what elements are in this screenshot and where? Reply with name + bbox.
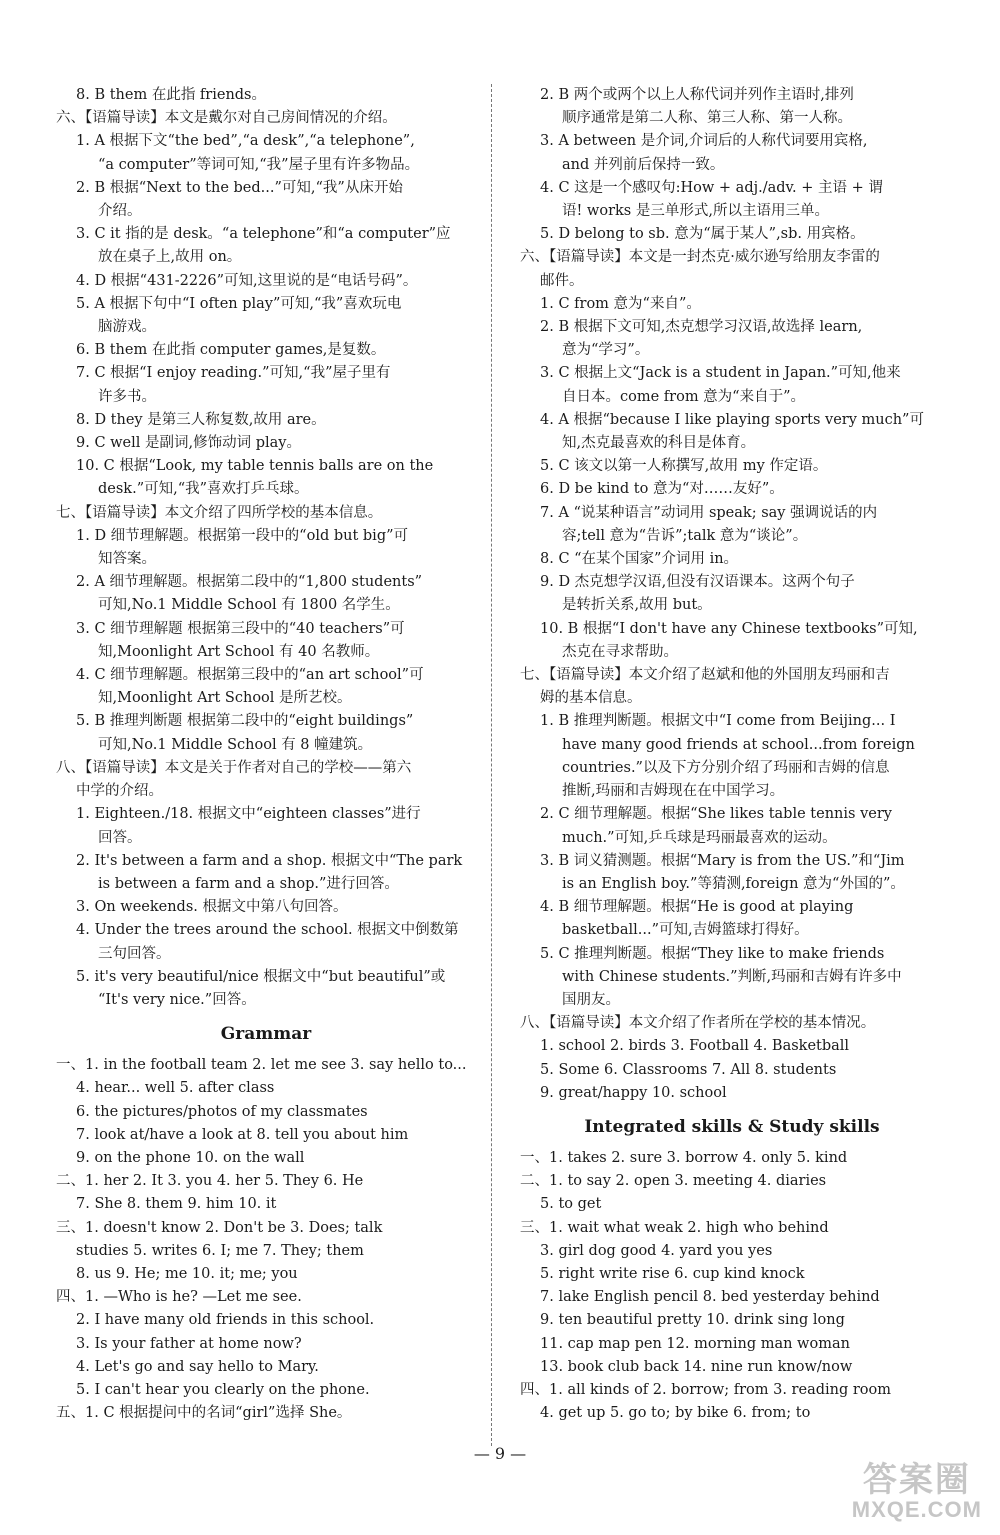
- answer-line: 五、1. C 根据提问中的名词“girl”选择 She。: [56, 1405, 352, 1422]
- answer-line: 自日本。come from 意为“来自于”。: [562, 388, 806, 405]
- answer-line: 六、【语篇导读】本文是一封杰克·威尔逊写给朋友李雷的: [520, 249, 880, 266]
- answer-line: 9. on the phone 10. on the wall: [76, 1149, 305, 1166]
- answer-line: 顺序通常是第二人称、第三人称、第一人称。: [562, 110, 852, 127]
- answer-line: 2. I have many old friends in this school.: [76, 1312, 375, 1329]
- answer-line: 8. us 9. He; me 10. it; me; you: [76, 1265, 298, 1282]
- answer-line: 6. D be kind to 意为“对……友好”。: [540, 481, 784, 498]
- answer-line: 4. hear... well 5. after class: [76, 1080, 275, 1097]
- answer-line: 知,Moonlight Art School 有 40 名教师。: [98, 643, 380, 660]
- answer-line: 1. Eighteen./18. 根据文中“eighteen classes”进行: [76, 806, 421, 823]
- answer-line: 5. C 该文以第一人称撰写,故用 my 作定语。: [540, 458, 828, 475]
- answer-line: 二、1. her 2. It 3. you 4. her 5. They 6. He: [56, 1173, 364, 1190]
- answer-line: have many good friends at school...from foreign: [562, 736, 915, 753]
- answer-line: 5. C 推理判断题。根据“They like to make friends: [540, 945, 885, 962]
- answer-line: 四、1. all kinds of 2. borrow; from 3. reading room: [520, 1381, 892, 1398]
- answer-line: 知,杰克最喜欢的科目是体育。: [562, 435, 756, 452]
- grammar-answer-block: [56, 1054, 476, 1425]
- answer-line: 5. B 推理判断题 根据第二段中的“eight buildings”: [76, 713, 414, 730]
- answer-line: much.”可知,乒乓球是玛丽最喜欢的运动。: [562, 829, 837, 846]
- answer-line: 13. book club back 14. nine run know/now: [540, 1358, 853, 1375]
- answer-line: 是转折关系,故用 but。: [562, 597, 712, 614]
- answer-line: 4. D 根据“431-2226”可知,这里说的是“电话号码”。: [76, 272, 418, 289]
- answer-line: 2. B 根据“Next to the bed...”可知,“我”从床开始: [76, 179, 403, 196]
- answer-line: 3. C 根据上文“Jack is a student in Japan.”可知,他来: [540, 365, 901, 382]
- answer-line: with Chinese students.”判断,玛丽和吉姆有许多中: [562, 968, 902, 985]
- answer-line: 2. It's between a farm and a shop. 根据文中“The park: [76, 852, 463, 869]
- answer-line: 11. cap map pen 12. morning man woman: [540, 1335, 850, 1352]
- answer-line: 9. C well 是副词,修饰动词 play。: [76, 435, 301, 452]
- answer-line: 1. B 推理判断题。根据文中“I come from Beijing... I: [540, 713, 896, 730]
- answer-line: 1. C from 意为“来自”。: [540, 295, 701, 312]
- answer-line: 5. A 根据下句中“I often play”可知,“我”喜欢玩电: [76, 295, 402, 312]
- answer-line: 七、【语篇导读】本文介绍了赵斌和他的外国朋友玛丽和吉: [520, 667, 890, 684]
- answer-line: 9. great/happy 10. school: [540, 1084, 727, 1101]
- answer-line: 8. D they 是第三人称复数,故用 are。: [76, 411, 326, 428]
- answer-line: 3. C it 指的是 desk。“a telephone”和“a computer”应: [76, 226, 451, 243]
- answer-line: 八、【语篇导读】本文介绍了作者所在学校的基本情况。: [520, 1015, 876, 1032]
- answer-line: 1. school 2. birds 3. Football 4. Basketball: [540, 1038, 850, 1055]
- answer-line: 知答案。: [98, 551, 156, 568]
- answer-line: 脑游戏。: [98, 319, 156, 336]
- answer-line: 介绍。: [98, 203, 142, 220]
- right-answer-block: [520, 84, 944, 1105]
- answer-line: 9. ten beautiful pretty 10. drink sing long: [540, 1312, 845, 1329]
- answer-line: 二、1. to say 2. open 3. meeting 4. diaries: [520, 1173, 827, 1190]
- answer-line: 5. right write rise 6. cup kind knock: [540, 1265, 805, 1282]
- answer-line: 7. A “说某种语言”动词用 speak; say 强调说话的内: [540, 504, 878, 521]
- answer-line: 一、1. in the football team 2. let me see 3. say hello to...: [56, 1057, 467, 1074]
- answer-line: 国朋友。: [562, 991, 620, 1008]
- answer-line: 中学的介绍。: [76, 783, 163, 800]
- answer-line: “It's very nice.”回答。: [98, 991, 256, 1008]
- answer-line: 5. to get: [540, 1196, 602, 1213]
- answer-line: basketball...”可知,吉姆篮球打得好。: [562, 922, 809, 939]
- skills-heading: Integrated skills & Study skills: [584, 1116, 880, 1137]
- answer-line: 许多书。: [98, 388, 156, 405]
- answer-line: “a computer”等词可知,“我”屋子里有许多物品。: [98, 156, 420, 173]
- right-column: [520, 84, 944, 1425]
- answer-line: desk.”可知,“我”喜欢打乒乓球。: [98, 481, 309, 498]
- answer-line: 3. C 细节理解题 根据第三段中的“40 teachers”可: [76, 620, 405, 637]
- answer-line: 5. Some 6. Classrooms 7. All 8. students: [540, 1061, 837, 1078]
- answer-line: 知,Moonlight Art School 是所艺校。: [98, 690, 352, 707]
- answer-line: 可知,No.1 Middle School 有 1800 名学生。: [98, 597, 400, 614]
- answer-line: studies 5. writes 6. I; me 7. They; them: [76, 1242, 364, 1259]
- answer-line: 一、1. takes 2. sure 3. borrow 4. only 5. kind: [520, 1149, 848, 1166]
- answer-line: 5. it's very beautiful/nice 根据文中“but beautiful”或: [76, 968, 446, 985]
- answer-line: 8. B them 在此指 friends。: [76, 87, 267, 103]
- answer-line: 邮件。: [540, 272, 584, 289]
- skills-answer-block: [520, 1147, 944, 1425]
- answer-line: 1. A 根据下文“the bed”,“a desk”,“a telephone”,: [76, 133, 415, 150]
- page-number: — 9 —: [473, 1444, 527, 1463]
- answer-line: 语! works 是三单形式,所以主语用三单。: [562, 203, 829, 220]
- answer-line: 4. C 这是一个感叹句:How + adj./adv. + 主语 + 谓: [540, 179, 883, 196]
- watermark-text: 答案圈: [862, 1461, 971, 1499]
- answer-line: 容;tell 意为“告诉”;talk 意为“谈论”。: [562, 527, 808, 544]
- answer-line: countries.”以及下方分别介绍了玛丽和吉姆的信息: [562, 759, 890, 776]
- answer-line: 3. On weekends. 根据文中第八句回答。: [76, 899, 348, 916]
- answer-line: and 并列前后保持一致。: [562, 156, 725, 173]
- grammar-heading: Grammar: [220, 1024, 312, 1045]
- answer-line: 2. C 细节理解题。根据“She likes table tennis very: [540, 806, 892, 823]
- answer-line: 7. She 8. them 9. him 10. it: [76, 1196, 277, 1213]
- answer-line: 七、【语篇导读】本文介绍了四所学校的基本信息。: [56, 504, 383, 521]
- answer-line: 5. D belong to sb. 意为“属于某人”,sb. 用宾格。: [540, 226, 865, 243]
- answer-line: 4. Let's go and say hello to Mary.: [76, 1358, 319, 1375]
- left-column: [56, 84, 476, 1425]
- answer-line: 三句回答。: [98, 945, 171, 962]
- answer-line: 10. C 根据“Look, my table tennis balls are on the: [76, 458, 434, 475]
- answer-line: 7. lake English pencil 8. bed yesterday behind: [540, 1289, 880, 1306]
- answer-line: 4. A 根据“because I like playing sports very much”可: [540, 411, 924, 428]
- watermark-url: MXQE.COM: [851, 1497, 982, 1522]
- answer-line: 4. B 细节理解题。根据“He is good at playing: [540, 899, 854, 916]
- answer-line: 4. C 细节理解题。根据第三段中的“an art school”可: [76, 667, 424, 684]
- answer-line: 1. D 细节理解题。根据第一段中的“old but big”可: [76, 527, 409, 544]
- answer-line: 八、【语篇导读】本文是关于作者对自己的学校——第六: [56, 759, 412, 776]
- answer-line: 2. B 两个或两个以上人称代词并列作主语时,排列: [540, 87, 854, 103]
- answer-line: 4. Under the trees around the school. 根据文中倒数第: [76, 922, 459, 939]
- answer-line: 放在桌子上,故用 on。: [98, 249, 242, 266]
- answer-line: 意为“学习”。: [562, 342, 650, 359]
- answer-line: 7. C 根据“I enjoy reading.”可知,“我”屋子里有: [76, 365, 391, 382]
- answer-line: 姆的基本信息。: [540, 690, 642, 707]
- answer-line: 三、1. doesn't know 2. Don't be 3. Does; talk: [56, 1219, 383, 1236]
- left-answer-block: [56, 84, 476, 1012]
- answer-line: is an English boy.”等猜测,foreign 意为“外国的”。: [562, 875, 905, 892]
- answer-line: 4. get up 5. go to; by bike 6. from; to: [540, 1405, 811, 1422]
- answer-line: 2. B 根据下文可知,杰克想学习汉语,故选择 learn,: [540, 319, 863, 336]
- answer-line: 6. B them 在此指 computer games,是复数。: [76, 342, 386, 359]
- answer-line: 2. A 细节理解题。根据第二段中的“1,800 students”: [76, 574, 423, 591]
- answer-line: 三、1. wait what weak 2. high who behind: [520, 1219, 829, 1236]
- answer-line: 3. girl dog good 4. yard you yes: [540, 1242, 773, 1259]
- answer-line: 5. I can't hear you clearly on the phone.: [76, 1381, 370, 1398]
- answer-line: 3. A between 是介词,介词后的人称代词要用宾格,: [540, 133, 868, 150]
- answer-line: 可知,No.1 Middle School 有 8 幢建筑。: [98, 736, 373, 753]
- answer-line: 3. Is your father at home now?: [76, 1335, 302, 1352]
- column-divider: [491, 84, 492, 1446]
- answer-line: 10. B 根据“I don't have any Chinese textbooks”可知,: [540, 620, 918, 637]
- answer-line: 杰克在寻求帮助。: [562, 643, 678, 660]
- answer-line: 6. the pictures/photos of my classmates: [76, 1103, 368, 1120]
- answer-line: is between a farm and a shop.”进行回答。: [98, 875, 399, 892]
- answer-line: 回答。: [98, 829, 142, 846]
- answer-line: 8. C “在某个国家”介词用 in。: [540, 551, 739, 568]
- answer-line: 7. look at/have a look at 8. tell you about him: [76, 1126, 409, 1143]
- answer-line: 四、1. —Who is he? —Let me see.: [56, 1289, 302, 1306]
- answer-line: 六、【语篇导读】本文是戴尔对自己房间情况的介绍。: [56, 110, 397, 127]
- answer-line: 推断,玛丽和吉姆现在在中国学习。: [562, 783, 785, 800]
- watermark-logo: [852, 1463, 982, 1521]
- answer-line: 3. B 词义猜测题。根据“Mary is from the US.”和“Jim: [540, 852, 905, 869]
- answer-line: 9. D 杰克想学汉语,但没有汉语课本。这两个句子: [540, 574, 855, 591]
